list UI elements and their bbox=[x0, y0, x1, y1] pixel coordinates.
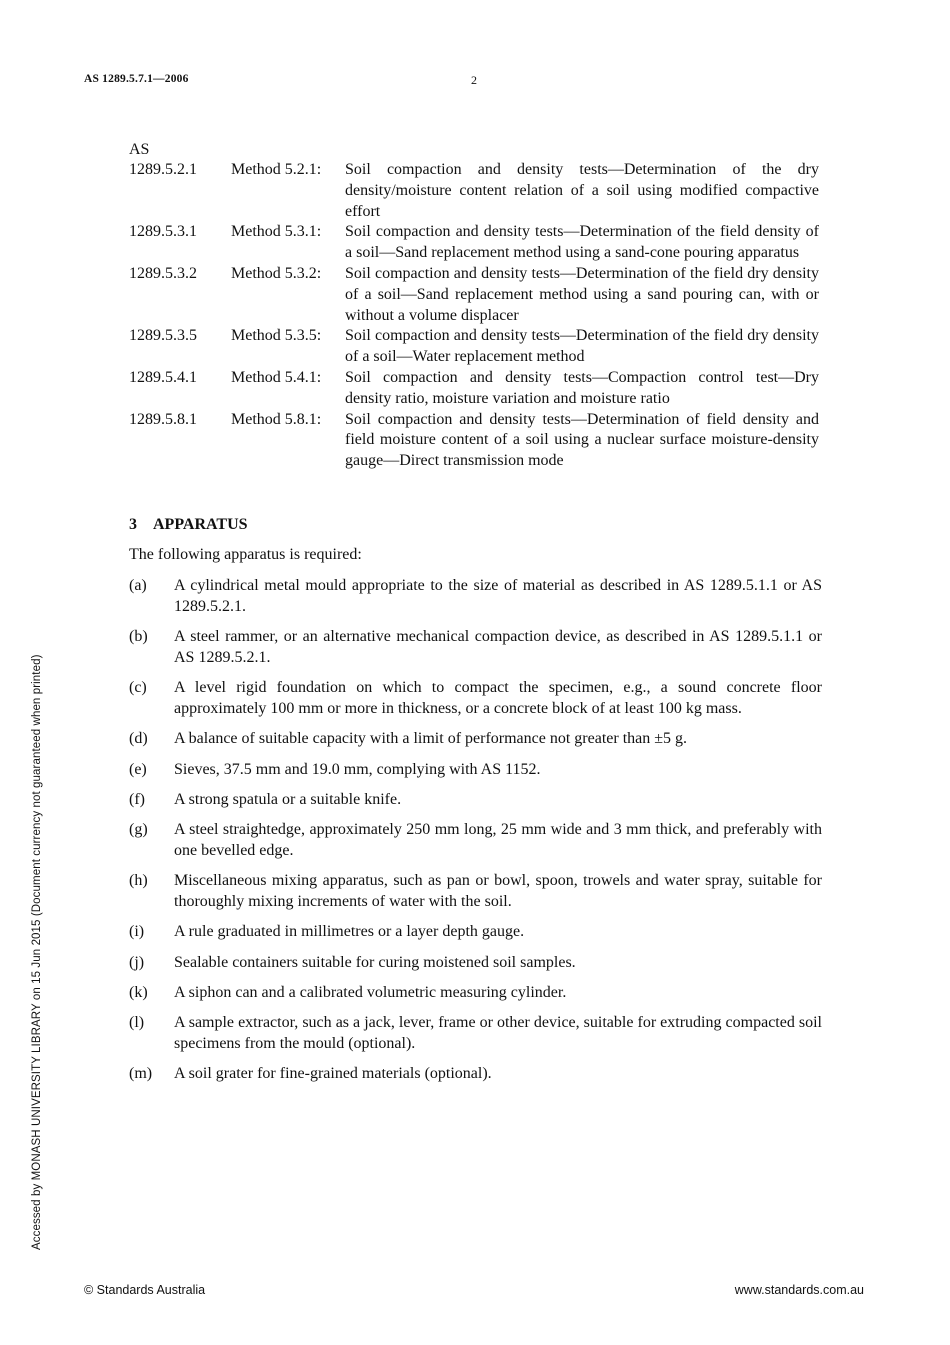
item-letter: (f) bbox=[129, 790, 145, 808]
list-item bbox=[129, 678, 822, 720]
item-text: A strong spatula or a suitable knife. bbox=[174, 790, 402, 808]
item-letter: (g) bbox=[129, 821, 148, 839]
list-item bbox=[129, 922, 822, 943]
item-text: A soil grater for fine-grained materials (optional). bbox=[174, 1065, 492, 1083]
list-item bbox=[129, 983, 822, 1004]
section-intro: The following apparatus is required: bbox=[129, 546, 362, 563]
list-item bbox=[129, 627, 822, 669]
list-item bbox=[129, 729, 822, 750]
item-letter: (d) bbox=[129, 730, 148, 748]
item-letter: (k) bbox=[129, 983, 148, 1001]
section-heading bbox=[129, 515, 248, 535]
reference-code: 1289.5.3.2 bbox=[129, 264, 197, 282]
reference-row bbox=[129, 326, 819, 368]
reference-row bbox=[129, 410, 819, 472]
section-title: APPARATUS bbox=[153, 516, 248, 533]
website-url: www.standards.com.au bbox=[734, 1283, 864, 1297]
references-heading: AS bbox=[129, 141, 150, 158]
copyright-notice: © Standards Australia bbox=[84, 1283, 206, 1297]
item-letter: (h) bbox=[129, 872, 148, 890]
reference-title: Soil compaction and density tests—Compaction control test—Dry density ratio, moisture variation and moisture ratio bbox=[345, 368, 819, 407]
item-text: A steel rammer, or an alternative mechanical compaction device, as described in AS 1289.5.1.1 or AS 1289.5.2.1. bbox=[174, 628, 822, 666]
list-item bbox=[129, 1013, 822, 1055]
list-item bbox=[129, 953, 822, 974]
reference-code: 1289.5.4.1 bbox=[129, 368, 197, 386]
reference-row bbox=[129, 368, 819, 410]
item-text: A rule graduated in millimetres or a layer depth gauge. bbox=[174, 923, 525, 941]
reference-code: 1289.5.8.1 bbox=[129, 410, 197, 428]
item-text: A level rigid foundation on which to compact the specimen, e.g., a sound concrete floor approximately 100 mm or more in thickness, or a concrete block of at least 100 kg mass. bbox=[174, 679, 822, 717]
list-item bbox=[129, 1064, 822, 1085]
page-number: 2 bbox=[471, 73, 477, 87]
reference-method: Method 5.3.2: bbox=[231, 264, 322, 282]
access-watermark: Accessed by MONASH UNIVERSITY LIBRARY on 15 Jun 2015 (Document currency not guaranteed when printed) bbox=[31, 654, 43, 1250]
item-text: A siphon can and a calibrated volumetric measuring cylinder. bbox=[174, 983, 567, 1001]
item-text: Sieves, 37.5 mm and 19.0 mm, complying with AS 1152. bbox=[174, 760, 541, 778]
item-letter: (j) bbox=[129, 953, 145, 971]
reference-method: Method 5.3.1: bbox=[231, 223, 322, 241]
item-letter: (e) bbox=[129, 760, 147, 778]
reference-code: 1289.5.2.1 bbox=[129, 161, 197, 178]
reference-code: 1289.5.3.1 bbox=[129, 223, 197, 241]
reference-row bbox=[129, 160, 819, 222]
apparatus-list bbox=[129, 576, 822, 1095]
item-letter: (i) bbox=[129, 923, 145, 941]
reference-method: Method 5.3.5: bbox=[231, 327, 322, 345]
reference-title: Soil compaction and density tests—Determination of field density and field moisture content of a soil using a nuclear surface moisture-density gauge—Direct transmission mode bbox=[345, 410, 819, 470]
item-text: A steel straightedge, approximately 250 mm long, 25 mm wide and 3 mm thick, and preferably with one bevelled edge. bbox=[174, 821, 822, 859]
item-letter: (b) bbox=[129, 628, 148, 646]
item-text: A cylindrical metal mould appropriate to the size of material as described in AS 1289.5.1.1 or AS 1289.5.2.1. bbox=[174, 577, 822, 615]
item-letter: (l) bbox=[129, 1014, 145, 1032]
list-item bbox=[129, 576, 822, 618]
document-id: AS 1289.5.7.1—2006 bbox=[84, 73, 189, 85]
list-item bbox=[129, 790, 822, 811]
reference-row bbox=[129, 222, 819, 264]
reference-method: Method 5.4.1: bbox=[231, 368, 322, 386]
reference-method: Method 5.8.1: bbox=[231, 410, 322, 428]
reference-row bbox=[129, 264, 819, 326]
item-text: A sample extractor, such as a jack, lever, frame or other device, suitable for extruding compacted soil specimens from the mould (optional). bbox=[174, 1014, 822, 1053]
reference-title: Soil compaction and density tests—Determination of the field density of a soil—Sand replacement method using a sand-cone pouring apparatus bbox=[345, 223, 819, 262]
item-text: Miscellaneous mixing apparatus, such as pan or bowl, spoon, trowels and water spray, suitable for thoroughly mixing increments of water with the soil. bbox=[174, 872, 822, 911]
reference-title: Soil compaction and density tests—Determination of the field dry density of a soil—Water replacement method bbox=[345, 327, 819, 366]
reference-method: Method 5.2.1: bbox=[231, 161, 322, 178]
list-item bbox=[129, 871, 822, 913]
item-letter: (c) bbox=[129, 679, 147, 697]
list-item bbox=[129, 760, 822, 781]
reference-code: 1289.5.3.5 bbox=[129, 327, 197, 345]
section-number: 3 bbox=[129, 516, 137, 533]
item-letter: (m) bbox=[129, 1065, 153, 1083]
references-table bbox=[129, 160, 819, 472]
item-letter: (a) bbox=[129, 577, 147, 594]
reference-title: Soil compaction and density tests—Determination of the field dry density of a soil—Sand replacement method using a sand pouring can, with or without a volume displacer bbox=[345, 264, 819, 324]
reference-title: Soil compaction and density tests—Determination of the dry density/moisture content relation of a soil using modified compactive effort bbox=[345, 161, 819, 220]
item-text: A balance of suitable capacity with a limit of performance not greater than ±5 g. bbox=[174, 730, 688, 748]
item-text: Sealable containers suitable for curing moistened soil samples. bbox=[174, 953, 576, 971]
list-item bbox=[129, 820, 822, 862]
